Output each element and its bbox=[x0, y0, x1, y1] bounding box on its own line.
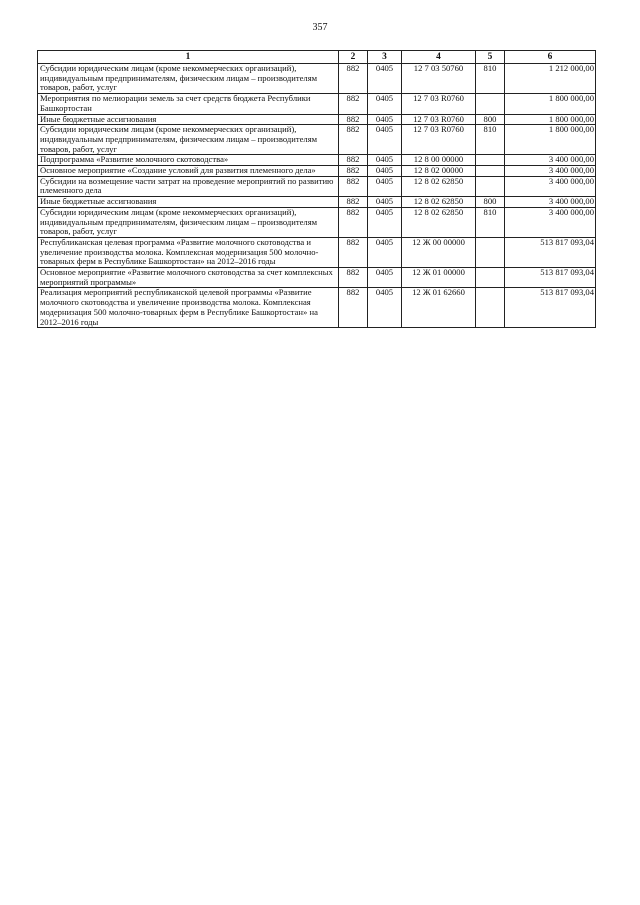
cell-code: 882 bbox=[339, 197, 368, 208]
cell-expense-type: 810 bbox=[476, 125, 505, 155]
column-header: 4 bbox=[402, 51, 476, 64]
cell-name: Иные бюджетные ассигнования bbox=[38, 114, 339, 125]
cell-section: 0405 bbox=[368, 237, 402, 267]
cell-amount: 1 800 000,00 bbox=[505, 125, 596, 155]
cell-section: 0405 bbox=[368, 176, 402, 196]
cell-article: 12 8 02 62850 bbox=[402, 207, 476, 237]
column-header: 1 bbox=[38, 51, 339, 64]
cell-article: 12 8 02 62850 bbox=[402, 197, 476, 208]
cell-amount: 1 800 000,00 bbox=[505, 114, 596, 125]
cell-expense-type: 800 bbox=[476, 197, 505, 208]
cell-code: 882 bbox=[339, 288, 368, 328]
cell-section: 0405 bbox=[368, 64, 402, 94]
cell-name: Иные бюджетные ассигнования bbox=[38, 197, 339, 208]
table-row bbox=[38, 114, 596, 125]
cell-name: Субсидии юридическим лицам (кроме некоммерческих организаций), индивидуальным предпринимателям, физическим лицам – производителям товаров, работ, услуг bbox=[38, 207, 339, 237]
cell-section: 0405 bbox=[368, 268, 402, 288]
cell-code: 882 bbox=[339, 166, 368, 177]
cell-article: 12 7 03 R0760 bbox=[402, 94, 476, 114]
table-row bbox=[38, 94, 596, 114]
cell-code: 882 bbox=[339, 237, 368, 267]
table-row bbox=[38, 64, 596, 94]
cell-expense-type bbox=[476, 176, 505, 196]
column-header: 2 bbox=[339, 51, 368, 64]
cell-section: 0405 bbox=[368, 114, 402, 125]
cell-code: 882 bbox=[339, 125, 368, 155]
cell-name: Мероприятия по мелиорации земель за счет средств бюджета Республики Башкортостан bbox=[38, 94, 339, 114]
cell-code: 882 bbox=[339, 64, 368, 94]
cell-amount: 3 400 000,00 bbox=[505, 176, 596, 196]
cell-section: 0405 bbox=[368, 197, 402, 208]
cell-article: 12 Ж 01 62660 bbox=[402, 288, 476, 328]
table-row bbox=[38, 125, 596, 155]
table-row bbox=[38, 176, 596, 196]
cell-article: 12 8 02 00000 bbox=[402, 166, 476, 177]
table-body bbox=[38, 64, 596, 328]
cell-article: 12 7 03 R0760 bbox=[402, 125, 476, 155]
cell-code: 882 bbox=[339, 94, 368, 114]
cell-expense-type bbox=[476, 166, 505, 177]
cell-code: 882 bbox=[339, 155, 368, 166]
cell-expense-type bbox=[476, 155, 505, 166]
table-row bbox=[38, 288, 596, 328]
cell-name: Субсидии на возмещение части затрат на проведение мероприятий по развитию племенного дела bbox=[38, 176, 339, 196]
cell-amount: 3 400 000,00 bbox=[505, 197, 596, 208]
cell-section: 0405 bbox=[368, 166, 402, 177]
cell-article: 12 Ж 00 00000 bbox=[402, 237, 476, 267]
cell-expense-type bbox=[476, 268, 505, 288]
cell-code: 882 bbox=[339, 114, 368, 125]
table-row bbox=[38, 155, 596, 166]
table-row bbox=[38, 166, 596, 177]
column-header: 5 bbox=[476, 51, 505, 64]
cell-expense-type: 800 bbox=[476, 114, 505, 125]
cell-code: 882 bbox=[339, 268, 368, 288]
cell-amount: 1 212 000,00 bbox=[505, 64, 596, 94]
table-row bbox=[38, 268, 596, 288]
table-row bbox=[38, 237, 596, 267]
cell-code: 882 bbox=[339, 207, 368, 237]
cell-article: 12 7 03 R0760 bbox=[402, 114, 476, 125]
cell-section: 0405 bbox=[368, 125, 402, 155]
cell-name: Республиканская целевая программа «Развитие молочного скотоводства и увеличение производства молока. Комплексная модернизация 500 молочно-товарных ферм в Республике Башкортостан» на 2012–2016 годы bbox=[38, 237, 339, 267]
cell-name: Субсидии юридическим лицам (кроме некоммерческих организаций), индивидуальным предпринимателям, физическим лицам – производителям товаров, работ, услуг bbox=[38, 64, 339, 94]
cell-article: 12 7 03 50760 bbox=[402, 64, 476, 94]
cell-section: 0405 bbox=[368, 207, 402, 237]
cell-expense-type bbox=[476, 94, 505, 114]
table-row bbox=[38, 197, 596, 208]
cell-amount: 513 817 093,04 bbox=[505, 288, 596, 328]
cell-expense-type bbox=[476, 288, 505, 328]
cell-amount: 1 800 000,00 bbox=[505, 94, 596, 114]
cell-expense-type: 810 bbox=[476, 64, 505, 94]
column-header: 3 bbox=[368, 51, 402, 64]
column-header: 6 bbox=[505, 51, 596, 64]
table-header-row bbox=[38, 51, 596, 64]
cell-code: 882 bbox=[339, 176, 368, 196]
cell-name: Субсидии юридическим лицам (кроме некоммерческих организаций), индивидуальным предпринимателям, физическим лицам – производителям товаров, работ, услуг bbox=[38, 125, 339, 155]
cell-article: 12 Ж 01 00000 bbox=[402, 268, 476, 288]
cell-section: 0405 bbox=[368, 155, 402, 166]
cell-amount: 3 400 000,00 bbox=[505, 155, 596, 166]
cell-expense-type bbox=[476, 237, 505, 267]
cell-name: Основное мероприятие «Создание условий для развития племенного дела» bbox=[38, 166, 339, 177]
cell-name: Подпрограмма «Развитие молочного скотоводства» bbox=[38, 155, 339, 166]
cell-amount: 3 400 000,00 bbox=[505, 166, 596, 177]
cell-amount: 513 817 093,04 bbox=[505, 268, 596, 288]
cell-name: Реализация мероприятий республиканской целевой программы «Развитие молочного скотоводства и увеличение производства молока. Комплексная модернизация 500 молочно-товарных ферм в Республике Башкортостан» на 2012–2016 годы bbox=[38, 288, 339, 328]
page-number: 357 bbox=[312, 22, 328, 33]
cell-article: 12 8 00 00000 bbox=[402, 155, 476, 166]
cell-section: 0405 bbox=[368, 288, 402, 328]
cell-amount: 3 400 000,00 bbox=[505, 207, 596, 237]
cell-section: 0405 bbox=[368, 94, 402, 114]
cell-amount: 513 817 093,04 bbox=[505, 237, 596, 267]
cell-expense-type: 810 bbox=[476, 207, 505, 237]
table-row bbox=[38, 207, 596, 237]
budget-table bbox=[37, 50, 596, 328]
cell-article: 12 8 02 62850 bbox=[402, 176, 476, 196]
cell-name: Основное мероприятие «Развитие молочного скотоводства за счет комплексных мероприятий программы» bbox=[38, 268, 339, 288]
